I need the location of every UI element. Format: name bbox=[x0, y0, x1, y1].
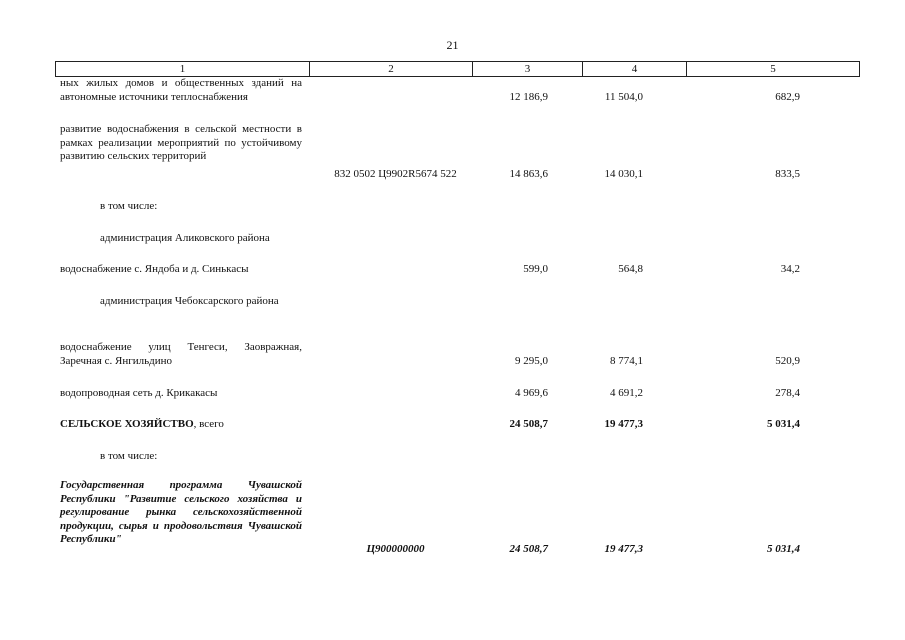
row-value-col4: 14 030,1 bbox=[604, 168, 643, 180]
row-value-col4: 19 477,3 bbox=[604, 543, 643, 555]
row-value-col5: 5 031,4 bbox=[767, 418, 800, 430]
header-col-5: 5 bbox=[770, 63, 776, 75]
row-value-col3: 4 969,6 bbox=[515, 387, 548, 399]
subheading: в том числе: bbox=[100, 450, 158, 462]
header-col-1: 1 bbox=[56, 62, 310, 76]
row-value-col5: 5 031,4 bbox=[767, 543, 800, 555]
row-value-col5: 833,5 bbox=[775, 168, 800, 180]
row-value-col3: 12 186,9 bbox=[509, 91, 548, 103]
row-description: развитие водоснабжения в сельской местности в рамках реализации мероприятий по устойчивому развитию сельских территорий bbox=[60, 123, 302, 162]
row-value-col3: 24 508,7 bbox=[509, 418, 548, 430]
subheading: администрация Чебоксарского района bbox=[100, 295, 279, 307]
program-code: Ц900000000 bbox=[366, 543, 425, 555]
row-code: 832 0502 Ц9902R5674 522 bbox=[334, 168, 457, 180]
header-col-2: 2 bbox=[310, 62, 473, 76]
row-value-col4: 8 774,1 bbox=[610, 355, 643, 367]
section-title-rest: , всего bbox=[193, 418, 224, 430]
table-header bbox=[55, 61, 860, 77]
section-title bbox=[60, 418, 302, 432]
row-value-col5: 520,9 bbox=[775, 355, 800, 367]
row-value-col5: 34,2 bbox=[780, 263, 800, 275]
row-description: водоснабжение улиц Тенгеси, Заовражная, Заречная с. Янгильдино bbox=[60, 341, 302, 367]
row-value-col3: 9 295,0 bbox=[515, 355, 548, 367]
row-value-col3: 14 863,6 bbox=[509, 168, 548, 180]
header-col-4: 4 bbox=[583, 62, 687, 76]
header-col-3: 3 bbox=[473, 62, 583, 76]
row-value-col3: 599,0 bbox=[523, 263, 548, 275]
subheading: администрация Аликовского района bbox=[100, 232, 270, 244]
row-value-col5: 278,4 bbox=[775, 387, 800, 399]
row-description: водоснабжение с. Яндоба и д. Синькасы bbox=[60, 263, 249, 275]
page-number: 21 bbox=[446, 38, 459, 52]
subheading: в том числе: bbox=[100, 200, 158, 212]
row-value-col4: 4 691,2 bbox=[610, 387, 643, 399]
program-description: Государственная программа Чувашской Республики "Развитие сельского хозяйства и регулирование рынка сельскохозяйственной продукции, сырья и продовольствия Чувашской Республики" bbox=[60, 479, 302, 545]
row-value-col4: 564,8 bbox=[618, 263, 643, 275]
row-description: ных жилых домов и общественных зданий на автономные источники теплоснабжения bbox=[60, 77, 302, 103]
row-description: водопроводная сеть д. Крикакасы bbox=[60, 387, 218, 399]
row-value-col4: 11 504,0 bbox=[604, 91, 643, 103]
row-value-col4: 19 477,3 bbox=[604, 418, 643, 430]
section-title-bold: СЕЛЬСКОЕ ХОЗЯЙСТВО bbox=[60, 418, 194, 430]
row-value-col5: 682,9 bbox=[775, 91, 800, 103]
row-value-col3: 24 508,7 bbox=[509, 543, 548, 555]
